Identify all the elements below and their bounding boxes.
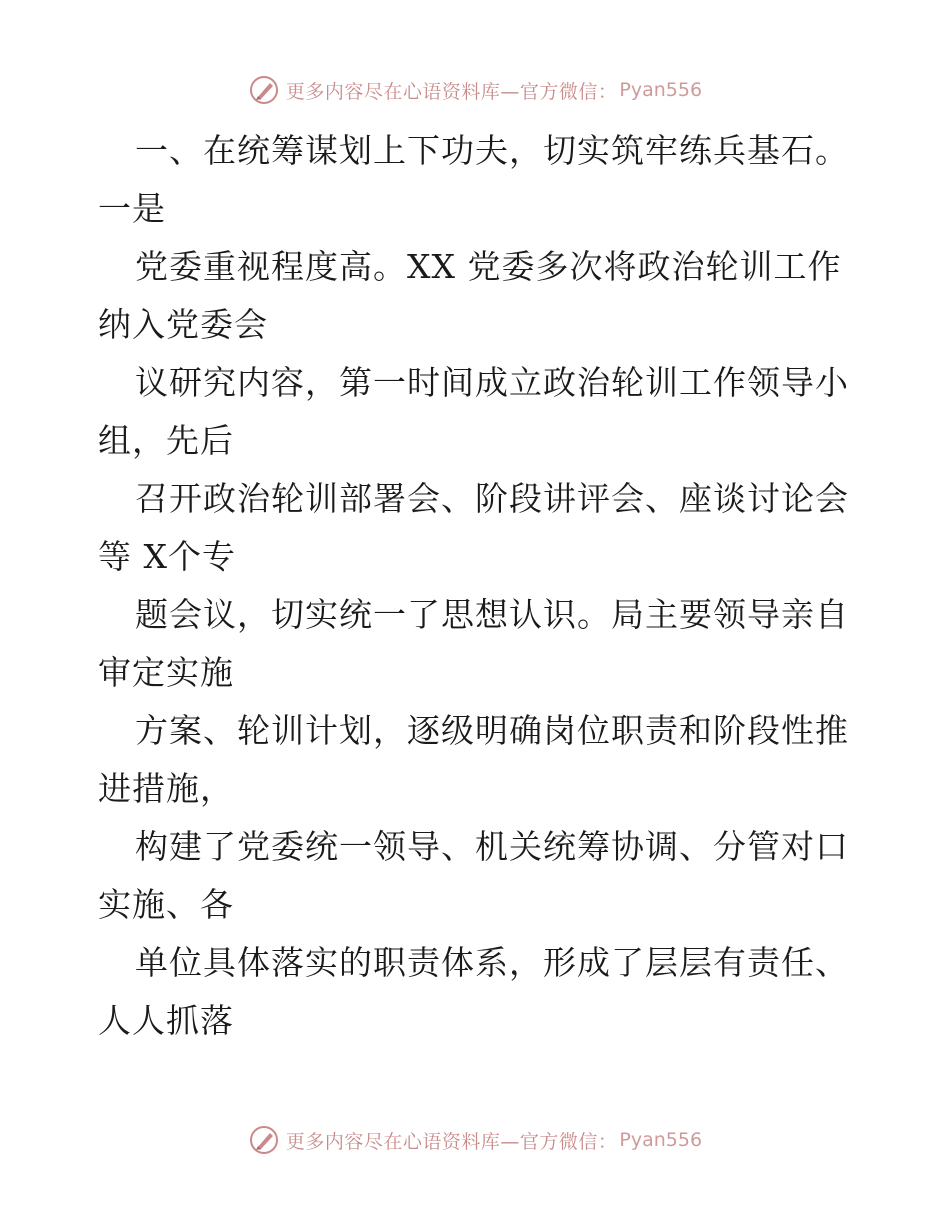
body-line: 单位具体落实的职责体系，形成了层层有责任、 (135, 943, 849, 982)
body-line: 党委重视程度高。XX 党委多次将政治轮训工作 (135, 247, 842, 286)
header-watermark (0, 70, 950, 110)
watermark-handle: Pyan556 (619, 1129, 703, 1151)
document-body (98, 122, 858, 1050)
watermark-handle: Pyan556 (619, 79, 703, 101)
body-line: 议研究内容，第一时间成立政治轮训工作领导小 (135, 363, 849, 402)
footer-watermark (0, 1120, 950, 1160)
body-line: 纳入党委会 (98, 305, 268, 344)
body-line: 人人抓落 (98, 1001, 234, 1040)
pen-logo-icon (248, 74, 280, 106)
body-line: 题会议，切实统一了思想认识。局主要领导亲自 (135, 595, 849, 634)
body-line: 方案、轮训计划，逐级明确岗位职责和阶段性推 (135, 711, 849, 750)
body-line: 进措施， (98, 769, 234, 808)
body-line: 组，先后 (98, 421, 234, 460)
pen-logo-icon (248, 1124, 280, 1156)
body-line: 等 X个专 (98, 537, 236, 576)
body-line: 实施、各 (98, 885, 234, 924)
body-line: 构建了党委统一领导、机关统筹协调、分管对口 (135, 827, 849, 866)
watermark-text: 更多内容尽在心语资料库—官方微信： (285, 1130, 618, 1153)
body-line: 召开政治轮训部署会、阶段讲评会、座谈讨论会 (135, 479, 849, 518)
body-line: 一、在统筹谋划上下功夫，切实筑牢练兵基石。 (135, 131, 849, 170)
watermark-text: 更多内容尽在心语资料库—官方微信： (285, 80, 618, 103)
body-line: 一是 (98, 189, 166, 228)
body-line: 审定实施 (98, 653, 234, 692)
